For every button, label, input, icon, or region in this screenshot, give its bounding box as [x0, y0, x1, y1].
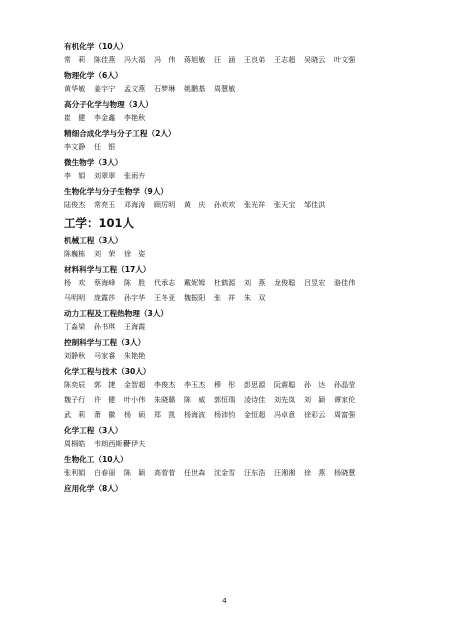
student-name: 孙 达 — [304, 381, 326, 389]
section — [64, 71, 424, 94]
section — [64, 216, 424, 230]
student-name: 王良弟 — [244, 56, 266, 64]
student-name: 刘 燕 — [244, 279, 266, 287]
student-name: 韦朗西斯利 — [94, 440, 130, 448]
student-name: 蒋旭敏 — [184, 56, 206, 64]
name-row — [64, 440, 424, 449]
name-row — [64, 411, 424, 420]
student-name: 刘静秋 — [64, 352, 86, 360]
student-name: 邹佳洪 — [304, 201, 326, 209]
student-name: 徐 燕 — [304, 469, 326, 477]
student-name: 王海霞 — [124, 323, 146, 331]
student-name: 冯 伟 — [154, 56, 176, 64]
student-name: 许 健 — [94, 396, 116, 404]
page-number: 4 — [222, 597, 227, 605]
student-name: 邓海涛 — [124, 201, 146, 209]
student-name: 金智超 — [124, 381, 146, 389]
section — [64, 129, 424, 152]
student-name: 孙晶莹 — [334, 381, 356, 389]
student-name: 杨晓慧 — [334, 469, 356, 477]
name-row — [64, 56, 424, 65]
student-name: 徐 姿 — [124, 250, 146, 258]
student-name: 张 祥 — [214, 294, 236, 302]
student-name: 丁淼梁 — [64, 323, 86, 331]
student-name: 郑 凯 — [154, 411, 176, 419]
student-name: 叶文强 — [334, 56, 356, 64]
student-name: 任世森 — [184, 469, 206, 477]
student-name: 张雨卉 — [124, 172, 146, 180]
section — [64, 100, 424, 123]
name-row — [64, 250, 424, 259]
student-name: 武 莉 — [64, 411, 86, 419]
student-name: 陈 颖 — [124, 469, 146, 477]
student-name: 周慧敏 — [214, 85, 236, 93]
student-name: 杨沛钧 — [214, 411, 236, 419]
student-name: 刘先岚 — [274, 396, 296, 404]
student-name: 萨伊夫 — [124, 440, 146, 448]
student-name: 朱晓璐 — [154, 396, 176, 404]
student-name: 张光祥 — [244, 201, 266, 209]
student-name: 冯大福 — [124, 56, 146, 64]
major-heading: 生物化工（10人） — [64, 455, 128, 464]
major-heading: 物理化学（6人） — [64, 71, 123, 80]
student-name: 徐彩云 — [304, 411, 326, 419]
name-row — [64, 294, 424, 303]
category-heading: 工学：101人 — [64, 216, 135, 230]
major-heading: 生物化学与分子生物学（9人） — [64, 187, 169, 196]
student-name: 陈奕辰 — [64, 381, 86, 389]
name-row — [64, 381, 424, 390]
student-name: 黄 庆 — [184, 201, 206, 209]
student-name: 戴妮姆 — [184, 279, 206, 287]
student-name: 张天宝 — [274, 201, 296, 209]
student-name: 石梦琳 — [154, 85, 176, 93]
student-name: 刘翠翠 — [94, 172, 116, 180]
student-name: 黄华敏 — [64, 85, 86, 93]
section — [64, 455, 424, 478]
major-heading: 应用化学（8人） — [64, 484, 123, 493]
section — [64, 309, 424, 332]
section — [64, 187, 424, 210]
student-name: 陈佳燕 — [94, 56, 116, 64]
student-name: 周桐皓 — [64, 440, 86, 448]
student-name: 凌诗佳 — [244, 396, 266, 404]
major-heading: 控制科学与工程（3人） — [64, 338, 146, 347]
student-name: 杨 硕 — [124, 411, 146, 419]
student-name: 陈 胜 — [124, 279, 146, 287]
section — [64, 265, 424, 303]
section — [64, 236, 424, 259]
major-heading: 高分子化学与物理（3人） — [64, 100, 153, 109]
student-name: 刘 颖 — [304, 396, 326, 404]
student-name: 沈金雪 — [214, 469, 236, 477]
student-name: 周富强 — [334, 411, 356, 419]
name-row — [64, 323, 424, 332]
student-name: 郭 捷 — [94, 381, 116, 389]
student-name: 王志超 — [274, 56, 296, 64]
major-heading: 动力工程及工程热物理（3人） — [64, 309, 169, 318]
student-name: 马家睿 — [94, 352, 116, 360]
student-name: 阮震聪 — [274, 381, 296, 389]
student-name: 吴晓云 — [304, 56, 326, 64]
major-heading: 材料科学与工程（17人） — [64, 265, 151, 274]
student-name: 龙俊聪 — [274, 279, 296, 287]
name-row — [64, 279, 424, 288]
student-name: 马明明 — [64, 294, 86, 302]
section — [64, 367, 424, 420]
student-name: 任 银 — [94, 143, 116, 151]
student-name: 谭家伦 — [334, 396, 356, 404]
student-name: 金恒超 — [244, 411, 266, 419]
student-name: 孙书琪 — [94, 323, 116, 331]
section — [64, 338, 424, 361]
student-name: 萧 徽 — [94, 411, 116, 419]
student-name: 高菅菅 — [154, 469, 176, 477]
name-row — [64, 352, 424, 361]
student-name: 叶小伟 — [124, 396, 146, 404]
student-name: 朱艳艳 — [124, 352, 146, 360]
student-name: 代承志 — [154, 279, 176, 287]
name-row — [64, 396, 424, 405]
student-name: 李俊杰 — [154, 381, 176, 389]
section — [64, 426, 424, 449]
name-row — [64, 114, 424, 123]
student-name: 吕昱宏 — [304, 279, 326, 287]
name-row — [64, 143, 424, 152]
student-name: 姚鹏基 — [184, 85, 206, 93]
student-name: 杨 欢 — [64, 279, 86, 287]
name-row — [64, 201, 424, 210]
student-name: 李金鑫 — [94, 114, 116, 122]
student-name: 汪东浩 — [244, 469, 266, 477]
student-name: 骆佳伟 — [334, 279, 356, 287]
name-row — [64, 469, 424, 478]
student-name: 魏子行 — [64, 396, 86, 404]
major-heading: 微生物学（3人） — [64, 158, 123, 167]
student-name: 刘 荣 — [94, 250, 116, 258]
major-heading: 化学工程（3人） — [64, 426, 123, 435]
student-name: 蔡海峰 — [94, 279, 116, 287]
student-name: 孙欢欢 — [214, 201, 236, 209]
student-name: 李艳秋 — [124, 114, 146, 122]
document-body — [64, 36, 424, 498]
student-name: 郭恒瑞 — [214, 396, 236, 404]
student-name: 陈巍栋 — [64, 250, 86, 258]
name-row — [64, 85, 424, 94]
student-name: 李文静 — [64, 143, 86, 151]
student-name: 王冬亚 — [154, 294, 176, 302]
student-name: 崔 健 — [64, 114, 86, 122]
student-name: 朱 双 — [244, 294, 266, 302]
student-name: 白春丽 — [94, 469, 116, 477]
major-heading: 有机化学（10人） — [64, 42, 128, 51]
section — [64, 484, 424, 494]
student-name: 彭思源 — [244, 381, 266, 389]
student-name: 姜宇宁 — [94, 85, 116, 93]
student-name: 李 娟 — [64, 172, 86, 180]
major-heading: 机械工程（3人） — [64, 236, 123, 245]
student-name: 汪湘湘 — [274, 469, 296, 477]
student-name: 杨海波 — [184, 411, 206, 419]
student-name: 冯卓意 — [274, 411, 296, 419]
major-heading: 化学工程与技术（30人） — [64, 367, 151, 376]
section — [64, 42, 424, 65]
student-name: 陈 威 — [184, 396, 206, 404]
student-name: 杜鹤源 — [214, 279, 236, 287]
student-name: 穆 彤 — [214, 381, 236, 389]
section — [64, 158, 424, 181]
student-name: 常 莉 — [64, 56, 86, 64]
student-name: 顾厉明 — [154, 201, 176, 209]
major-heading: 精细合成化学与分子工程（2人） — [64, 129, 176, 138]
student-name: 孟文燕 — [124, 85, 146, 93]
student-name: 庞露莎 — [94, 294, 116, 302]
student-name: 孙宇华 — [124, 294, 146, 302]
student-name: 常亮玉 — [94, 201, 116, 209]
student-name: 汪 涵 — [214, 56, 236, 64]
student-name: 李玉杰 — [184, 381, 206, 389]
name-row — [64, 172, 424, 181]
student-name: 张利娟 — [64, 469, 86, 477]
student-name: 陆俊杰 — [64, 201, 86, 209]
student-name: 魏振阳 — [184, 294, 206, 302]
